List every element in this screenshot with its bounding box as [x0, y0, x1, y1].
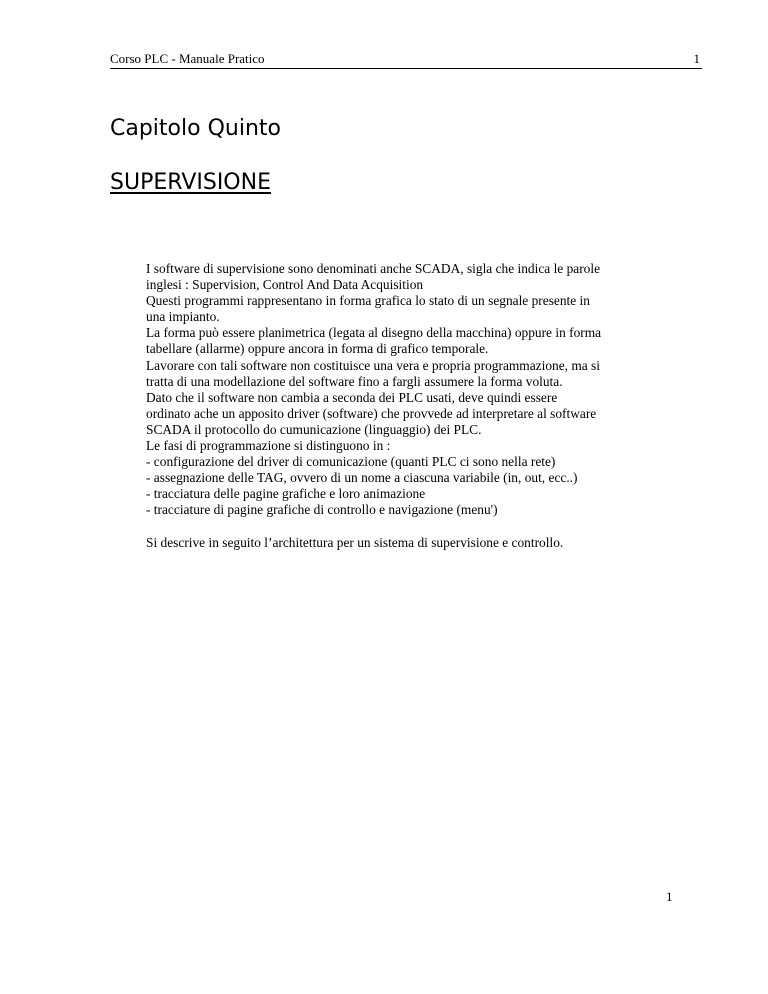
header-page-number: 1 — [693, 51, 700, 66]
running-header — [110, 52, 702, 69]
body-line: Lavorare con tali software non costituisce una vera e propria programmazione, ma si — [146, 357, 600, 373]
body-line: tabellare (allarme) oppure ancora in forma di grafico temporale. — [146, 341, 489, 357]
body-line: - configurazione del driver di comunicazione (quanti PLC ci sono nella rete) — [146, 454, 556, 470]
body-line: SCADA il protocollo do cumunicazione (linguaggio) dei PLC. — [146, 421, 482, 437]
body-text — [146, 261, 678, 551]
body-line: Questi programmi rappresentano in forma grafica lo stato di un segnale presente in — [146, 293, 590, 309]
section-title: SUPERVISIONE — [110, 170, 271, 195]
body-line: ordinato ache un apposito driver (software) che provvede ad interpretare al software — [146, 405, 597, 421]
body-line: Dato che il software non cambia a seconda dei PLC usati, deve quindi essere — [146, 389, 558, 405]
body-line: - assegnazione delle TAG, ovvero di un nome a ciascuna variabile (in, out, ecc..) — [146, 470, 578, 486]
closing-line: Si descrive in seguito l’architettura per un sistema di supervisione e controllo. — [146, 534, 564, 550]
body-line: - tracciature di pagine grafiche di controllo e navigazione (menu') — [146, 502, 498, 518]
body-line: tratta di una modellazione del software fino a fargli assumere la forma voluta. — [146, 373, 563, 389]
page-number: 1 — [666, 889, 673, 904]
body-line: inglesi : Supervision, Control And Data Acquisition — [146, 277, 424, 293]
body-line: una impianto. — [146, 309, 220, 325]
body-line: - tracciatura delle pagine grafiche e loro animazione — [146, 486, 426, 502]
header-title: Corso PLC - Manuale Pratico — [110, 51, 265, 66]
body-line: Le fasi di programmazione si distinguono in : — [146, 438, 391, 454]
body-line: La forma può essere planimetrica (legata al disegno della macchina) oppure in forma — [146, 325, 602, 341]
body-line: I software di supervisione sono denominati anche SCADA, sigla che indica le parole — [146, 261, 601, 276]
paragraph-spacer — [146, 519, 678, 535]
chapter-title: Capitolo Quinto — [110, 116, 281, 141]
